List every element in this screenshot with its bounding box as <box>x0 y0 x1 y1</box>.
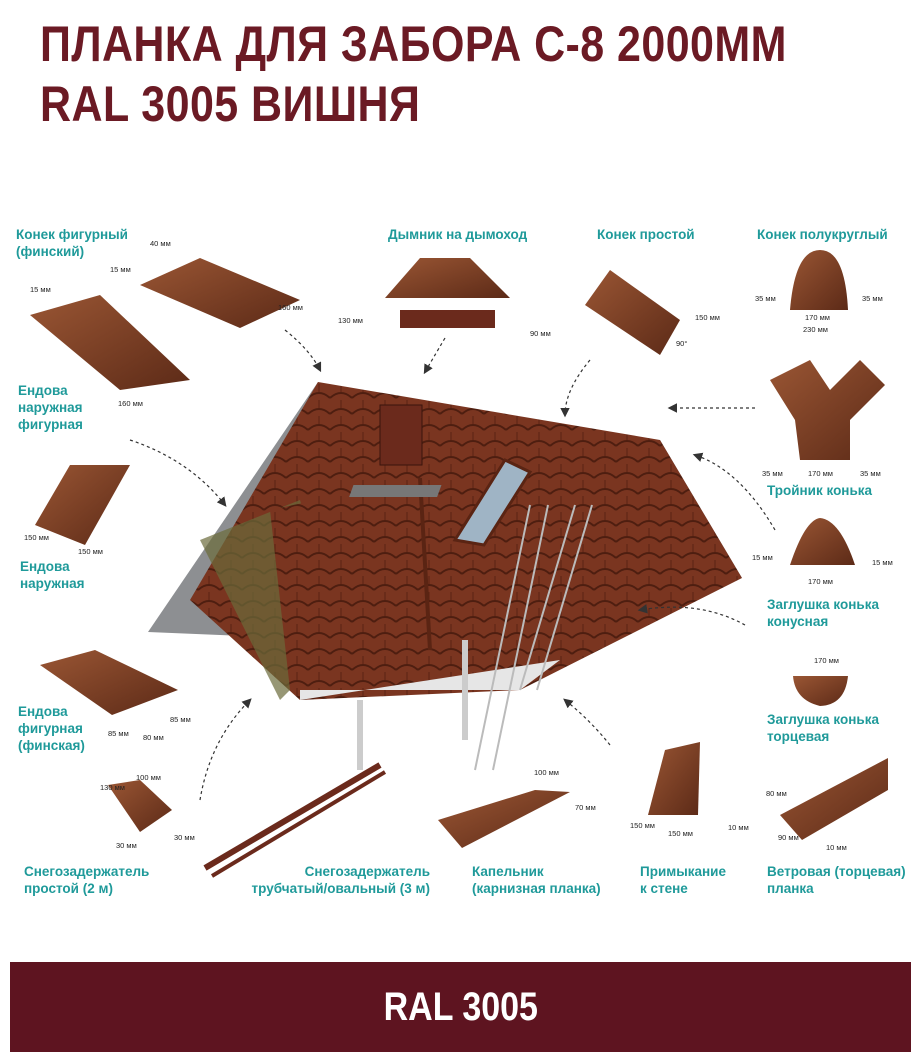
label-sneg-trub: Снегозадержатель трубчатый/овальный (3 м) <box>251 864 430 896</box>
roof <box>148 382 742 770</box>
svg-text:85 мм: 85 мм <box>170 715 191 724</box>
footer-banner <box>10 962 911 1052</box>
svg-text:130 мм: 130 мм <box>338 316 363 325</box>
svg-text:10 мм: 10 мм <box>826 843 847 852</box>
label-konek-prost: Конек простой <box>597 227 695 242</box>
part-konek-fig <box>110 239 303 328</box>
svg-text:10 мм: 10 мм <box>728 823 749 832</box>
label-zaglushka-torc: Заглушка конька торцевая <box>767 712 879 744</box>
part-konek-prost <box>585 270 720 355</box>
part-zaglushka-kon <box>752 518 893 586</box>
part-sneg-trub <box>205 765 385 876</box>
label-endova-fig-fin: Ендова фигурная (финская) <box>18 704 85 753</box>
svg-text:30 мм: 30 мм <box>174 833 195 842</box>
svg-text:160 мм: 160 мм <box>118 399 143 408</box>
svg-text:150 мм: 150 мм <box>24 533 49 542</box>
svg-text:35 мм: 35 мм <box>862 294 883 303</box>
label-konek-fig: Конек фигурный (финский) <box>16 227 128 259</box>
svg-text:130 мм: 130 мм <box>100 783 125 792</box>
svg-text:150 мм: 150 мм <box>78 547 103 556</box>
label-endova-nar: Ендова наружная <box>20 559 85 591</box>
svg-text:150 мм: 150 мм <box>630 821 655 830</box>
svg-text:15 мм: 15 мм <box>30 285 51 294</box>
svg-text:15 мм: 15 мм <box>752 553 773 562</box>
svg-text:230 мм: 230 мм <box>803 325 828 334</box>
svg-text:170 мм: 170 мм <box>814 656 839 665</box>
part-primykanie <box>630 742 700 838</box>
svg-text:170 мм: 170 мм <box>805 313 830 322</box>
svg-text:150 мм: 150 мм <box>695 313 720 322</box>
svg-text:100 мм: 100 мм <box>136 773 161 782</box>
svg-text:170 мм: 170 мм <box>808 577 833 586</box>
svg-text:90 мм: 90 мм <box>778 833 799 842</box>
part-vetrovaya <box>728 758 888 852</box>
dim-15: 15 мм <box>110 265 131 274</box>
svg-text:90 мм: 90 мм <box>530 329 551 338</box>
svg-text:35 мм: 35 мм <box>860 469 881 478</box>
title-line-1: ПЛАНКА ДЛЯ ЗАБОРА С-8 2000ММ <box>40 16 787 72</box>
svg-text:35 мм: 35 мм <box>762 469 783 478</box>
label-vetrovaya: Ветровая (торцевая) планка <box>767 864 906 896</box>
label-primykanie: Примыкание к стене <box>640 864 726 896</box>
label-konek-polu: Конек полукруглый <box>757 227 888 242</box>
svg-text:170 мм: 170 мм <box>808 469 833 478</box>
part-sneg-prost <box>100 773 195 850</box>
svg-text:90°: 90° <box>676 339 688 348</box>
svg-text:100 мм: 100 мм <box>534 768 559 777</box>
svg-text:70 мм: 70 мм <box>575 803 596 812</box>
svg-text:150 мм: 150 мм <box>668 829 693 838</box>
part-konek-polu <box>755 250 883 334</box>
label-endova-nar-fig: Ендова наружная фигурная <box>18 383 83 432</box>
svg-text:80 мм: 80 мм <box>766 789 787 798</box>
title-line-2: RAL 3005 ВИШНЯ <box>40 76 421 132</box>
label-troynik: Тройник конька <box>767 483 873 498</box>
svg-text:80 мм: 80 мм <box>143 733 164 742</box>
part-troynik <box>762 360 885 478</box>
svg-text:15 мм: 15 мм <box>872 558 893 567</box>
walkway <box>349 485 441 497</box>
dim-160: 160 мм <box>278 303 303 312</box>
label-dymnik: Дымник на дымоход <box>388 227 528 242</box>
label-kapelnik: Капельник (карнизная планка) <box>472 864 601 896</box>
part-dymnik <box>338 258 551 338</box>
label-zaglushka-kon: Заглушка конька конусная <box>767 597 879 629</box>
dim-40: 40 мм <box>150 239 171 248</box>
part-zaglushka-torc <box>793 656 848 706</box>
svg-text:30 мм: 30 мм <box>116 841 137 850</box>
svg-text:35 мм: 35 мм <box>755 294 776 303</box>
footer-ral: RAL 3005 <box>383 984 538 1029</box>
part-endova-nar <box>24 465 130 556</box>
label-sneg-prost: Снегозадержатель простой (2 м) <box>24 864 150 896</box>
chimney <box>380 405 422 465</box>
svg-text:85 мм: 85 мм <box>108 729 129 738</box>
part-kapelnik <box>438 768 596 848</box>
